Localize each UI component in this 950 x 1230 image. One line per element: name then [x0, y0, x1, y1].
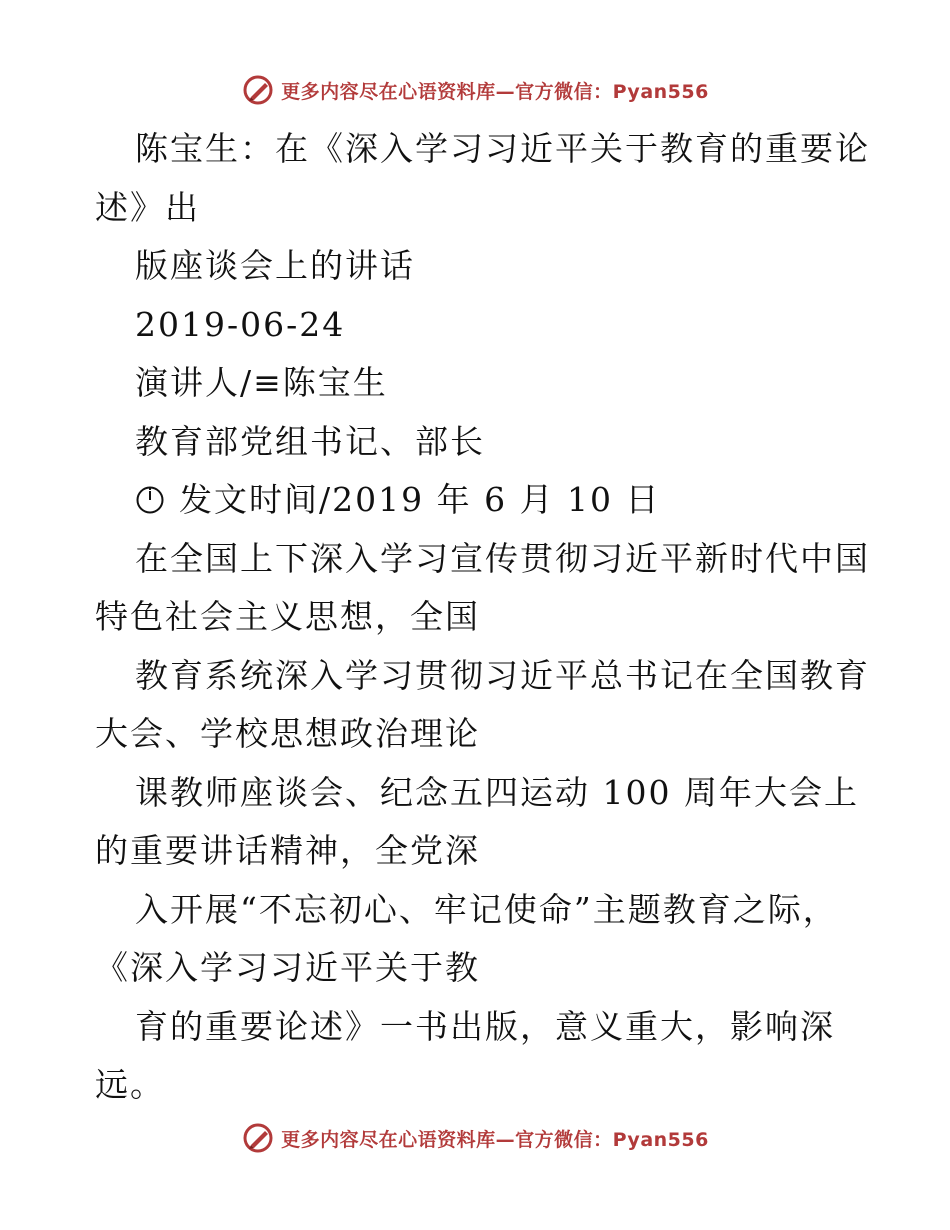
document-body	[95, 120, 870, 1115]
banner-text: 更多内容尽在心语资料库—官方微信：Pyan556	[281, 1128, 709, 1151]
pen-logo-icon	[241, 1121, 275, 1155]
text-line: 陈宝生：在《深入学习习近平关于教育的重要论	[135, 129, 870, 168]
text-line: 教育部党组书记、部长	[135, 421, 485, 461]
text-line: 特色社会主义思想，全国	[95, 597, 480, 636]
pen-logo-icon	[241, 73, 275, 107]
text-line: 在全国上下深入学习宣传贯彻习近平新时代中国	[135, 538, 870, 578]
text-line: 版座谈会上的讲话	[135, 246, 415, 285]
header-banner	[0, 70, 950, 110]
text-line: 远。	[95, 1065, 165, 1104]
text-line: 入开展“不忘初心、牢记使命”主题教育之际，	[135, 889, 838, 929]
text-line: 的重要讲话精神，全党深	[95, 831, 480, 870]
text-line: 育的重要论述》一书出版，意义重大，影响深	[135, 1006, 835, 1046]
text-line: 《深入学习习近平关于教	[95, 948, 480, 987]
text-line: 演讲人/≡陈宝生	[135, 363, 388, 402]
text-line: 2019-06-24	[135, 304, 346, 344]
text-line: 教育系统深入学习贯彻习近平总书记在全国教育	[135, 655, 870, 695]
text-line: 发文时间/2019 年 6 月 10 日	[95, 471, 865, 530]
text-line: 大会、学校思想政治理论	[95, 714, 480, 753]
banner-text: 更多内容尽在心语资料库—官方微信：Pyan556	[281, 80, 709, 103]
text-line: 述》出	[95, 187, 200, 227]
clock-icon	[135, 485, 165, 515]
text-line: 课教师座谈会、纪念五四运动 100 周年大会上	[135, 772, 859, 812]
footer-banner	[0, 1118, 950, 1158]
